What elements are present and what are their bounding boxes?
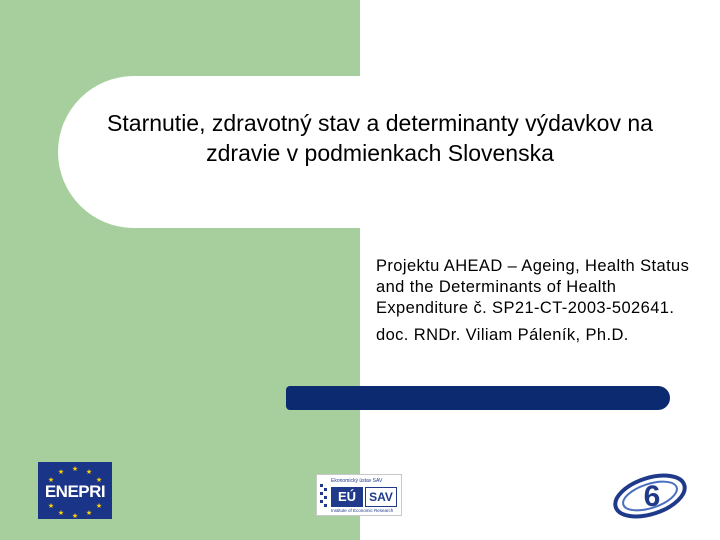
decorative-bar	[286, 386, 670, 410]
slide-title: Starnutie, zdravotný stav a determinanty výdavkov na zdravie v podmienkach Slovenska	[107, 110, 653, 166]
svg-text:★: ★	[57, 510, 65, 517]
sav-logo-sav: SAV	[365, 487, 397, 507]
sav-logo-bottom-text: Institute of Economic Research	[331, 508, 394, 513]
author-name: doc. RNDr. Viliam Páleník, Ph.D.	[376, 326, 629, 344]
enepri-logo	[38, 462, 112, 519]
svg-text:★: ★	[47, 477, 55, 484]
sav-logo-top-text: Ekonomický ústav SAV	[331, 478, 383, 484]
svg-text:★: ★	[57, 469, 65, 476]
svg-text:★: ★	[95, 477, 103, 484]
sav-squares-icon	[319, 483, 329, 511]
sav-logo	[316, 474, 402, 516]
project-description: Projektu AHEAD – Ageing, Health Status and the Determinants of Health Expenditure č. SP21-CT-2003-502641.	[376, 257, 690, 317]
svg-text:★: ★	[71, 466, 79, 473]
svg-text:★: ★	[95, 503, 103, 510]
svg-text:★: ★	[85, 510, 93, 517]
svg-text:★: ★	[71, 513, 79, 519]
svg-text:★: ★	[85, 469, 93, 476]
enepri-logo-text: ENEPRI	[44, 482, 106, 501]
fp6-logo-text: 6	[643, 480, 661, 513]
sav-logo-eu: EÚ	[331, 487, 363, 507]
fp6-swoosh-icon	[610, 472, 688, 520]
fp6-logo	[610, 472, 688, 520]
svg-text:★: ★	[47, 503, 55, 510]
subtitle-block	[376, 256, 696, 346]
